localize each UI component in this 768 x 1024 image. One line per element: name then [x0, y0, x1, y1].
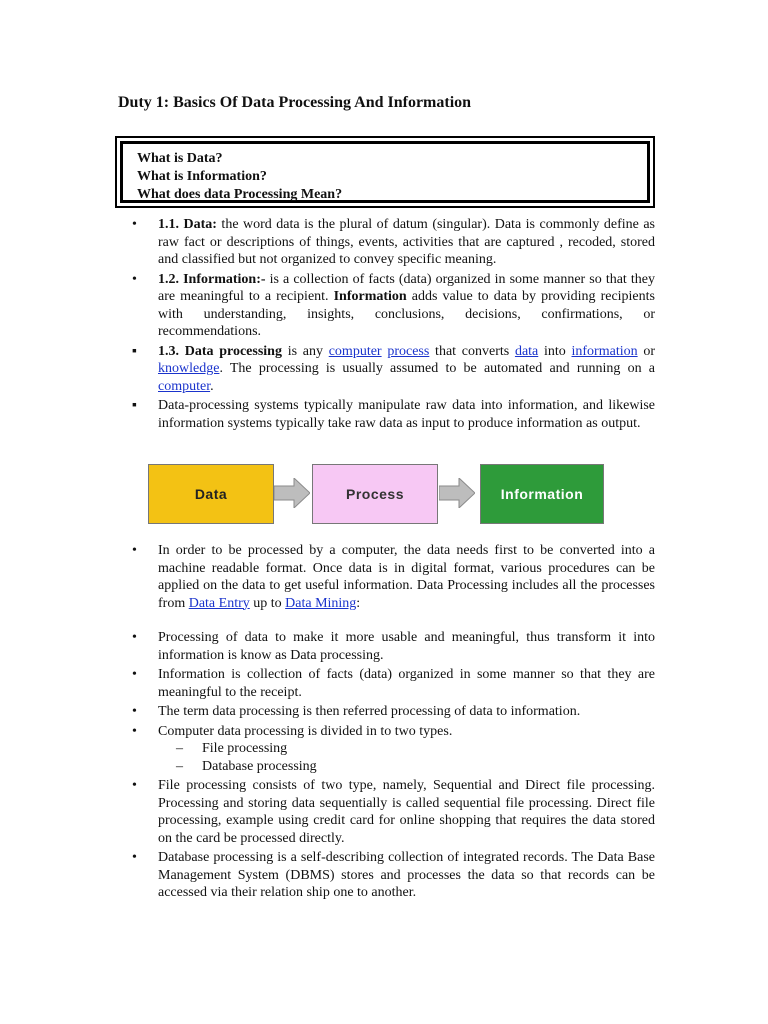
link-computer[interactable]: computer [328, 343, 382, 359]
item-text: or [637, 343, 655, 359]
bullet-icon [132, 216, 152, 234]
page-title: Duty 1: Basics Of Data Processing And Information [118, 94, 472, 111]
list-item-database-processing [130, 849, 655, 902]
link-information[interactable]: information [571, 343, 638, 359]
bullet-icon [132, 629, 152, 647]
bullet-icon [132, 666, 152, 684]
link-data-mining[interactable]: Data Mining [285, 595, 357, 611]
list-item-types [130, 723, 655, 776]
arrow-right-icon [274, 478, 310, 508]
item-label: 1.1. Data: [158, 217, 217, 232]
item-text: . [210, 378, 214, 394]
item-text: File processing consists of two type, namely, Sequential and Direct file processing. Processing and storing data sequentially is called sequential file processing. Direct file processing, example using credit card for online shopping that requires the data stored on the card be processed directly. [158, 778, 655, 846]
item-text: Processing of data to make it more usable and meaningful, thus transform it into information is know as Data processing. [158, 630, 655, 663]
item-text: Information is collection of facts (data) organized in some manner so that they are meaningful to the receipt. [158, 667, 655, 700]
sub-item-file-processing: – File processing [176, 740, 655, 758]
link-data-entry[interactable]: Data Entry [188, 595, 250, 611]
item-text: Computer data processing is divided in to two types. [158, 723, 453, 739]
item-text: In order to be processed by a computer, the data needs first to be converted into a machine readable format. Once data is in digital format, various procedures can be applied on the data to get useful information. Data Processing includes all the processes from [158, 543, 655, 611]
question-processing: What does data Processing Mean? [137, 187, 343, 202]
link-knowledge[interactable]: knowledge [158, 361, 220, 376]
list-item-file-processing [130, 777, 655, 847]
bullet-icon [132, 542, 152, 560]
sub-item-database-processing: – Database processing [176, 758, 655, 776]
questions-box [120, 141, 650, 203]
item-text: the word data is the plural of datum (singular). Data is commonly define as raw fact or descriptions of things, events, activities that are captured , recoded, stored and classified but not organized to convey specific meaning. [158, 217, 655, 267]
item-text: is any [281, 343, 329, 359]
item-text: into [538, 343, 572, 359]
diagram-process-box: Process [312, 464, 438, 524]
list-item-processing-meaning [130, 629, 655, 664]
bullet-icon [132, 849, 152, 867]
item-bold: Information [333, 289, 407, 304]
item-text: adds value to data by providing recipients with understanding, insights, conclusions, decisions, confirmations, or recommendations. [158, 289, 655, 339]
link-process[interactable]: process [387, 343, 430, 359]
item-text: : [356, 595, 361, 611]
diagram-data-box: Data [148, 464, 274, 524]
link-data[interactable]: data [514, 343, 539, 359]
item-text: . The processing is usually assumed to be automated and running on a [219, 361, 655, 376]
processing-notes-list [130, 542, 655, 902]
list-item-conversion [130, 542, 655, 612]
bullet-icon [132, 271, 152, 289]
square-bullet-icon [132, 343, 152, 361]
item-text: Data-processing systems typically manipulate raw data into information, and likewise information systems typically take raw data as input to produce information as output. [158, 398, 655, 431]
list-item-data-definition [130, 216, 655, 269]
item-label: 1.2. Information:- [158, 271, 266, 287]
bullet-icon [132, 723, 152, 741]
diagram-information-box: Information [480, 464, 604, 524]
item-text: that converts [429, 343, 515, 359]
item-text: up to [249, 595, 286, 611]
processing-types-list [158, 740, 655, 775]
question-information: What is Information? [137, 169, 267, 184]
item-text: is a collection of facts (data) organized in some manner so that they are meaningful to a recipient. [158, 271, 656, 304]
list-item-term [130, 703, 655, 721]
arrow-right-icon [439, 478, 475, 508]
list-item-data-processing-definition [130, 343, 655, 396]
square-bullet-icon [132, 397, 152, 415]
item-text: The term data processing is then referred processing of data to information. [158, 704, 581, 719]
question-data: What is Data? [137, 151, 223, 166]
item-text: Database processing is a self-describing collection of integrated records. The Data Base Management System (DBMS) stores and processes the data so that records can be accessed via their relation ship one to another. [158, 850, 655, 900]
data-process-information-diagram [140, 464, 605, 524]
bullet-icon [132, 777, 152, 795]
definitions-list [130, 216, 655, 432]
item-label: 1.3. Data processing [158, 343, 282, 359]
link-computer-2[interactable]: computer [158, 378, 211, 394]
bullet-icon [132, 703, 152, 721]
list-item-data-processing-systems [130, 397, 655, 432]
list-item-information-collection [130, 666, 655, 701]
list-item-information-definition [130, 271, 655, 341]
